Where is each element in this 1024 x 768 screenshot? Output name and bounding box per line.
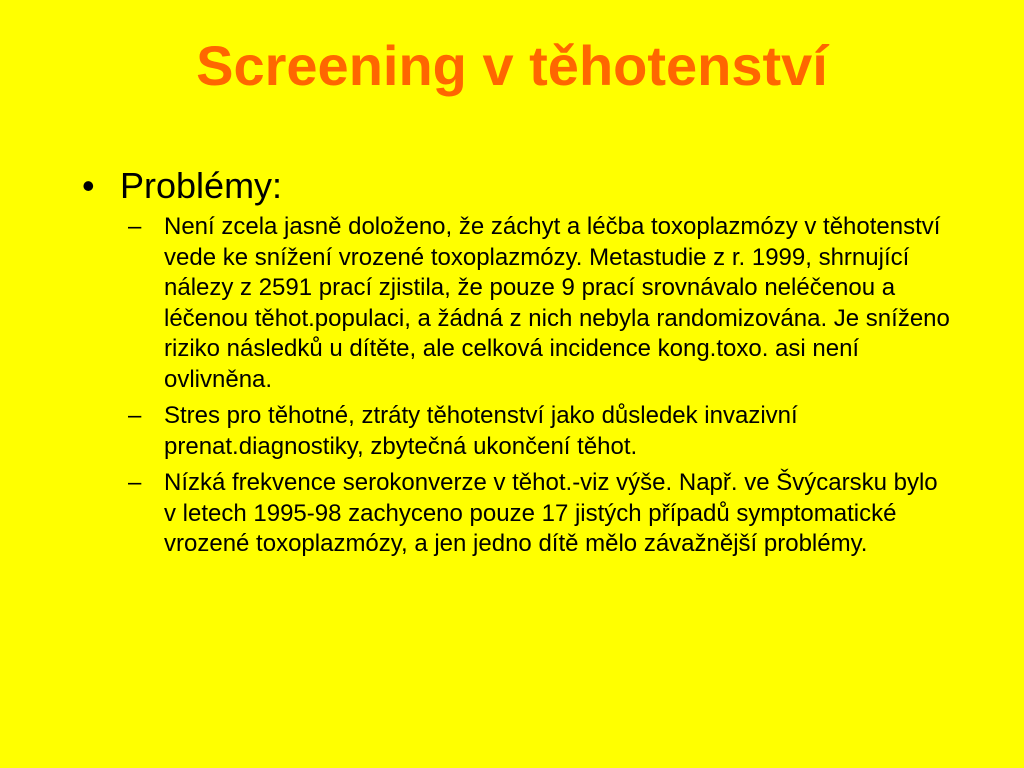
subitem-list: [76, 212, 956, 560]
bullet-text: Problémy:: [120, 165, 283, 206]
subitem-text: Nízká frekvence serokonverze v těhot.-viz výše. Např. ve Švýcarsku bylo v letech 1995-98 zachyceno pouze 17 jistých případů symptomatické vrozené toxoplazmózy, a jen jedno dítě mělo závažnější problémy.: [164, 469, 938, 557]
subitem-marker: –: [128, 402, 142, 429]
subitem-text: Stres pro těhotné, ztráty těhotenství jako důsledek invazivní prenat.diagnostiky, zbytečná ukončení těhot.: [164, 402, 798, 460]
slide-content: [76, 164, 956, 566]
subitem-text: Není zcela jasně doloženo, že záchyt a léčba toxoplazmózy v těhotenství vede ke snížení vrozené toxoplazmózy. Metastudie z r. 1999, shrnující nálezy z 2591 prací zjistila, že pouze 9 prací srovnávalo neléčenou a léčenou těhot.populaci, a žádná z nich nebyla randomizována. Je sníženo riziko následků u dítěte, ale celková incidence kong.toxo. asi není ovlivněna.: [164, 213, 950, 393]
subitem-2: [76, 401, 956, 462]
subitem-3: [76, 468, 956, 560]
subitem-marker: –: [128, 213, 142, 240]
bullet-item: [76, 164, 956, 208]
subitem-1: [76, 212, 956, 395]
subitem-marker: –: [128, 469, 142, 496]
slide-title: Screening v těhotenství: [196, 34, 828, 97]
bullet-marker: •: [82, 165, 95, 206]
